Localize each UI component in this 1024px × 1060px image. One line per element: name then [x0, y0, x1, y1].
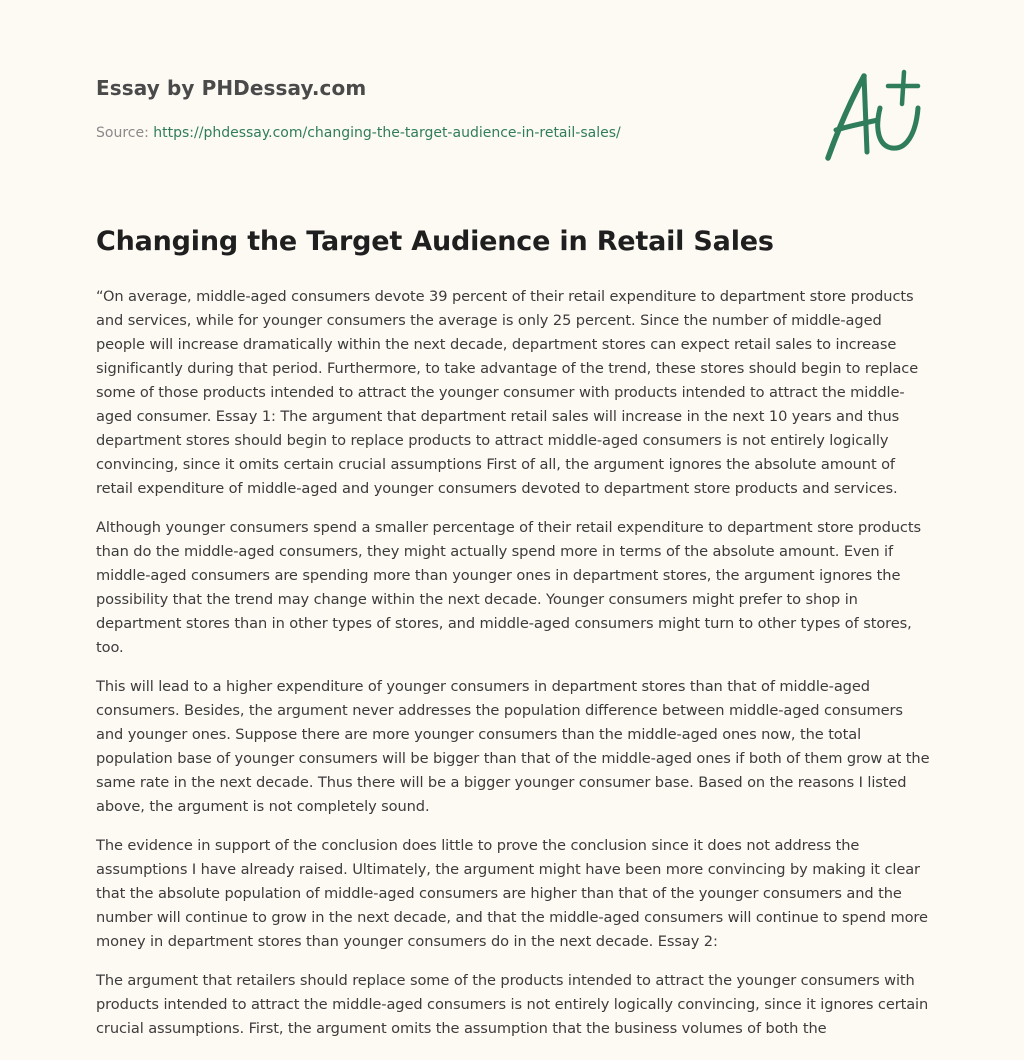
paragraph: The argument that retailers should replace some of the products intended to attract the younger consumers with products intended to attract the middle-aged consumers is not entirely logically convincing, since it ignores certain crucial assumptions. First, the argument omits the assumption that the business volumes of both the [96, 972, 929, 1037]
a-plus-logo-icon [820, 68, 930, 164]
source-link[interactable]: https://phdessay.com/changing-the-target-audience-in-retail-sales/ [153, 125, 621, 141]
paragraph: “On average, middle-aged consumers devote 39 percent of their retail expenditure to department store products and services, while for younger consumers the average is only 25 percent. Since the number of middle-aged people will increase dramatically within the next decade, department stores can expect retail sales to increase significantly during that period. Furthermore, to take advantage of the trend, these stores should begin to replace some of those products intended to attract the younger consumer with products intended to attract the middle-aged consumer. Essay 1: The argument that department retail sales will increase in the next 10 years and thus department stores should begin to replace products to attract middle-aged consumers is not entirely logically convincing, since it omits certain crucial assumptions First of all, the argument ignores the absolute amount of retail expenditure of middle-aged and younger consumers devoted to department store products and services. [96, 288, 919, 497]
essay-body [96, 285, 930, 1056]
page-header [96, 76, 796, 141]
source-line [96, 125, 796, 141]
paragraph: The evidence in support of the conclusion does little to prove the conclusion since it does not address the assumptions I have already raised. Ultimately, the argument might have been more convincing by making it clear that the absolute population of middle-aged consumers are higher than that of the younger consumers and the number will continue to grow in the next decade, and that the middle-aged consumers will continue to spend more money in department stores than younger consumers do in the next decade. Essay 2: [96, 837, 928, 950]
brand-name: Essay by PHDessay.com [96, 76, 367, 100]
paragraph: This will lead to a higher expenditure of younger consumers in department stores than that of middle-aged consumers. Besides, the argument never addresses the population difference between middle-aged consumers and younger ones. Suppose there are more younger consumers than the middle-aged ones now, the total population base of younger consumers will be bigger than that of the middle-aged ones if both of them grow at the same rate in the next decade. Thus there will be a bigger younger consumer base. Based on the reasons I listed above, the argument is not completely sound. [96, 678, 930, 815]
source-label: Source: [96, 125, 149, 141]
essay-title: Changing the Target Audience in Retail Sales [96, 226, 774, 257]
paragraph: Although younger consumers spend a smaller percentage of their retail expenditure to department store products than do the middle-aged consumers, they might actually spend more in terms of the absolute amount. Even if middle-aged consumers are spending more than younger ones in department stores, the argument ignores the possibility that the trend may change within the next decade. Younger consumers might prefer to shop in department stores than in other types of stores, and middle-aged consumers might turn to other types of stores, too. [96, 519, 921, 656]
